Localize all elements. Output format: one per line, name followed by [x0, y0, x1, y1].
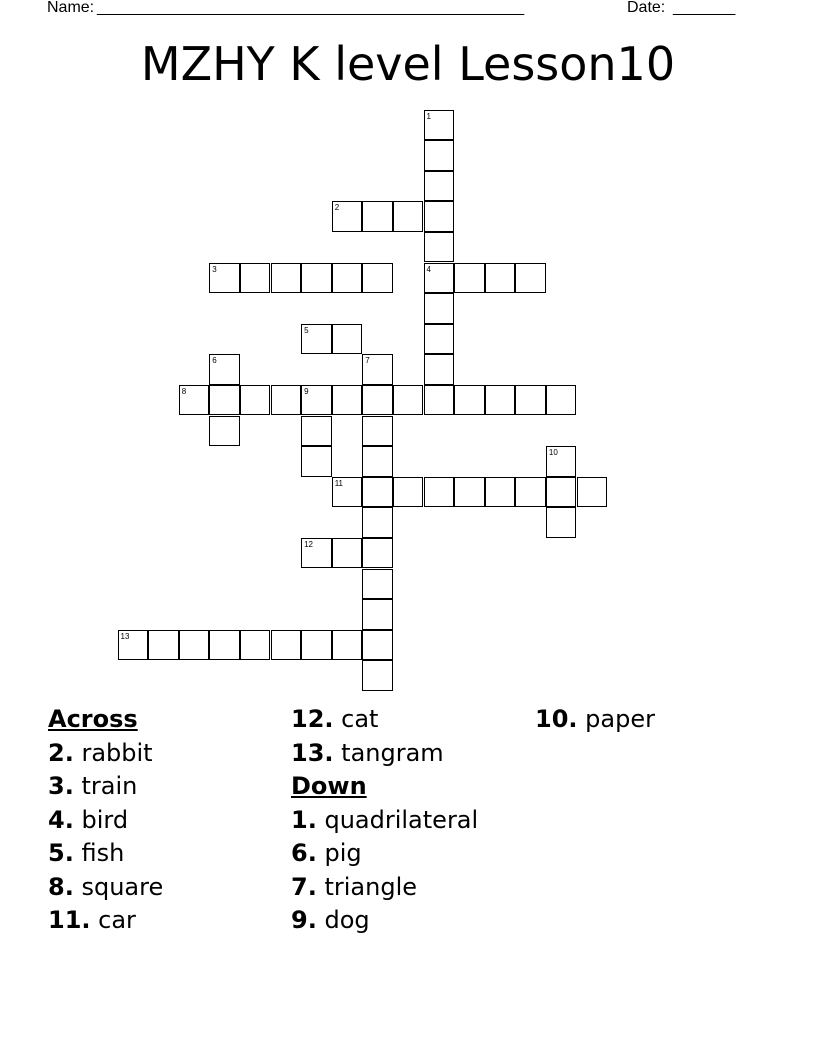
grid-cell[interactable] [332, 385, 363, 416]
grid-cell[interactable] [332, 324, 363, 355]
clue-number: 8. [48, 872, 74, 901]
grid-cell[interactable] [301, 324, 332, 355]
grid-cell[interactable] [393, 477, 424, 508]
clue-text: cat [341, 705, 379, 733]
grid-cell[interactable] [424, 293, 455, 324]
grid-cell[interactable] [424, 324, 455, 355]
grid-cell[interactable] [118, 630, 149, 661]
grid-cell[interactable] [240, 385, 271, 416]
clue-item [291, 737, 478, 771]
grid-cell[interactable] [362, 477, 393, 508]
clue-text: train [81, 772, 138, 800]
grid-cell[interactable] [362, 354, 393, 385]
grid-cell[interactable] [301, 416, 332, 447]
clue-number: 13. [291, 738, 334, 767]
grid-cell[interactable] [332, 477, 363, 508]
cell-number: 13 [120, 631, 130, 641]
clue-item [291, 804, 478, 838]
clue-number: 11. [48, 906, 91, 934]
clue-item [48, 804, 163, 838]
clue-item [48, 871, 163, 905]
grid-cell[interactable] [301, 446, 332, 477]
grid-cell[interactable] [301, 630, 332, 661]
clue-heading-across: Across [48, 705, 138, 733]
grid-cell[interactable] [485, 477, 516, 508]
grid-cell[interactable] [362, 538, 393, 569]
grid-cell[interactable] [546, 507, 577, 538]
clue-number: 10. [535, 705, 578, 733]
grid-cell[interactable] [362, 599, 393, 630]
clue-column-1 [48, 703, 163, 938]
cell-number: 8 [181, 386, 187, 396]
clue-item [291, 871, 478, 905]
grid-cell[interactable] [424, 140, 455, 171]
cell-number: 3 [212, 264, 217, 274]
grid-cell[interactable] [515, 477, 546, 508]
clue-item [48, 904, 163, 938]
grid-cell[interactable] [424, 385, 455, 416]
grid-cell[interactable] [485, 385, 516, 416]
clue-text: car [98, 906, 136, 934]
grid-cell[interactable] [301, 538, 332, 569]
grid-cell[interactable] [301, 263, 332, 294]
cell-number: 1 [426, 111, 431, 121]
cell-number: 7 [365, 356, 370, 366]
grid-cell[interactable] [209, 416, 240, 447]
grid-cell[interactable] [362, 569, 393, 600]
grid-cell[interactable] [485, 263, 516, 294]
grid-cell[interactable] [515, 385, 546, 416]
grid-cell[interactable] [332, 201, 363, 232]
clue-text: bird [81, 805, 129, 834]
clue-text: triangle [324, 872, 417, 901]
cell-number: 10 [548, 448, 558, 458]
clue-text: quadrilateral [324, 805, 479, 834]
clue-number: 9. [291, 906, 317, 934]
clue-number: 1. [291, 805, 317, 834]
grid-cell[interactable] [148, 630, 179, 661]
grid-cell[interactable] [209, 263, 240, 294]
grid-cell[interactable] [424, 477, 455, 508]
clue-text: tangram [341, 738, 444, 767]
clue-item [535, 703, 655, 737]
grid-cell[interactable] [271, 385, 302, 416]
clue-text: paper [585, 705, 655, 733]
clue-column-3 [535, 703, 655, 737]
name-label: Name: [47, 0, 95, 16]
name-line[interactable]: ________________________________________________ [97, 0, 525, 16]
date-line[interactable]: _______ [673, 0, 736, 16]
clue-item [48, 837, 163, 871]
cell-number: 9 [304, 386, 309, 396]
cell-number: 11 [334, 478, 343, 488]
grid-cell[interactable] [546, 446, 577, 477]
cell-number: 12 [304, 539, 313, 549]
grid-cell[interactable] [454, 477, 485, 508]
grid-cell[interactable] [362, 416, 393, 447]
clue-number: 3. [48, 772, 74, 800]
clue-text: dog [324, 906, 370, 934]
grid-cell[interactable] [454, 385, 485, 416]
grid-cell[interactable] [424, 201, 455, 232]
grid-cell[interactable] [240, 630, 271, 661]
grid-cell[interactable] [424, 171, 455, 202]
page-title: MZHY K level Lesson10 [140, 37, 676, 91]
date-label: Date: [627, 0, 666, 16]
grid-cell[interactable] [546, 477, 577, 508]
clue-item [291, 703, 478, 737]
grid-cell[interactable] [332, 263, 363, 294]
grid-cell[interactable] [577, 477, 608, 508]
clue-number: 5. [48, 839, 74, 867]
grid-cell[interactable] [393, 385, 424, 416]
clue-text: rabbit [81, 738, 153, 767]
clue-number: 4. [48, 805, 74, 834]
grid-cell[interactable] [209, 354, 240, 385]
clue-text: square [81, 872, 164, 901]
cell-number: 6 [212, 356, 217, 366]
grid-cell[interactable] [362, 630, 393, 661]
grid-cell[interactable] [332, 630, 363, 661]
clue-number: 6. [291, 839, 317, 867]
cell-number: 5 [304, 325, 309, 335]
clue-number: 7. [291, 872, 317, 901]
clue-item [48, 770, 163, 804]
clue-heading-down: Down [291, 772, 367, 800]
clue-number: 2. [48, 738, 74, 767]
grid-cell[interactable] [424, 354, 455, 385]
grid-cell[interactable] [546, 385, 577, 416]
grid-cell[interactable] [179, 385, 210, 416]
grid-cell[interactable] [362, 263, 393, 294]
cell-number: 2 [334, 203, 340, 213]
clue-item [291, 837, 478, 871]
grid-cell[interactable] [362, 507, 393, 538]
grid-cell[interactable] [362, 201, 393, 232]
grid-cell[interactable] [301, 385, 332, 416]
clue-item [291, 904, 478, 938]
clue-text: pig [324, 839, 362, 867]
grid-cell[interactable] [424, 232, 455, 263]
grid-cell[interactable] [362, 660, 393, 691]
grid-cell[interactable] [209, 630, 240, 661]
grid-cell[interactable] [454, 263, 485, 294]
grid-cell[interactable] [332, 538, 363, 569]
grid-cell[interactable] [240, 263, 271, 294]
grid-cell[interactable] [515, 263, 546, 294]
grid-cell[interactable] [179, 630, 210, 661]
grid-cell[interactable] [424, 263, 455, 294]
grid-cell[interactable] [424, 110, 455, 141]
grid-cell[interactable] [271, 263, 302, 294]
cell-number: 4 [426, 264, 431, 274]
grid-cell[interactable] [362, 446, 393, 477]
clue-number: 12. [291, 705, 334, 733]
clue-column-2 [291, 703, 478, 938]
grid-cell[interactable] [393, 201, 424, 232]
grid-cell[interactable] [209, 385, 240, 416]
grid-cell[interactable] [271, 630, 302, 661]
clue-item [48, 737, 163, 771]
grid-cell[interactable] [362, 385, 393, 416]
clue-text: fish [81, 839, 125, 867]
